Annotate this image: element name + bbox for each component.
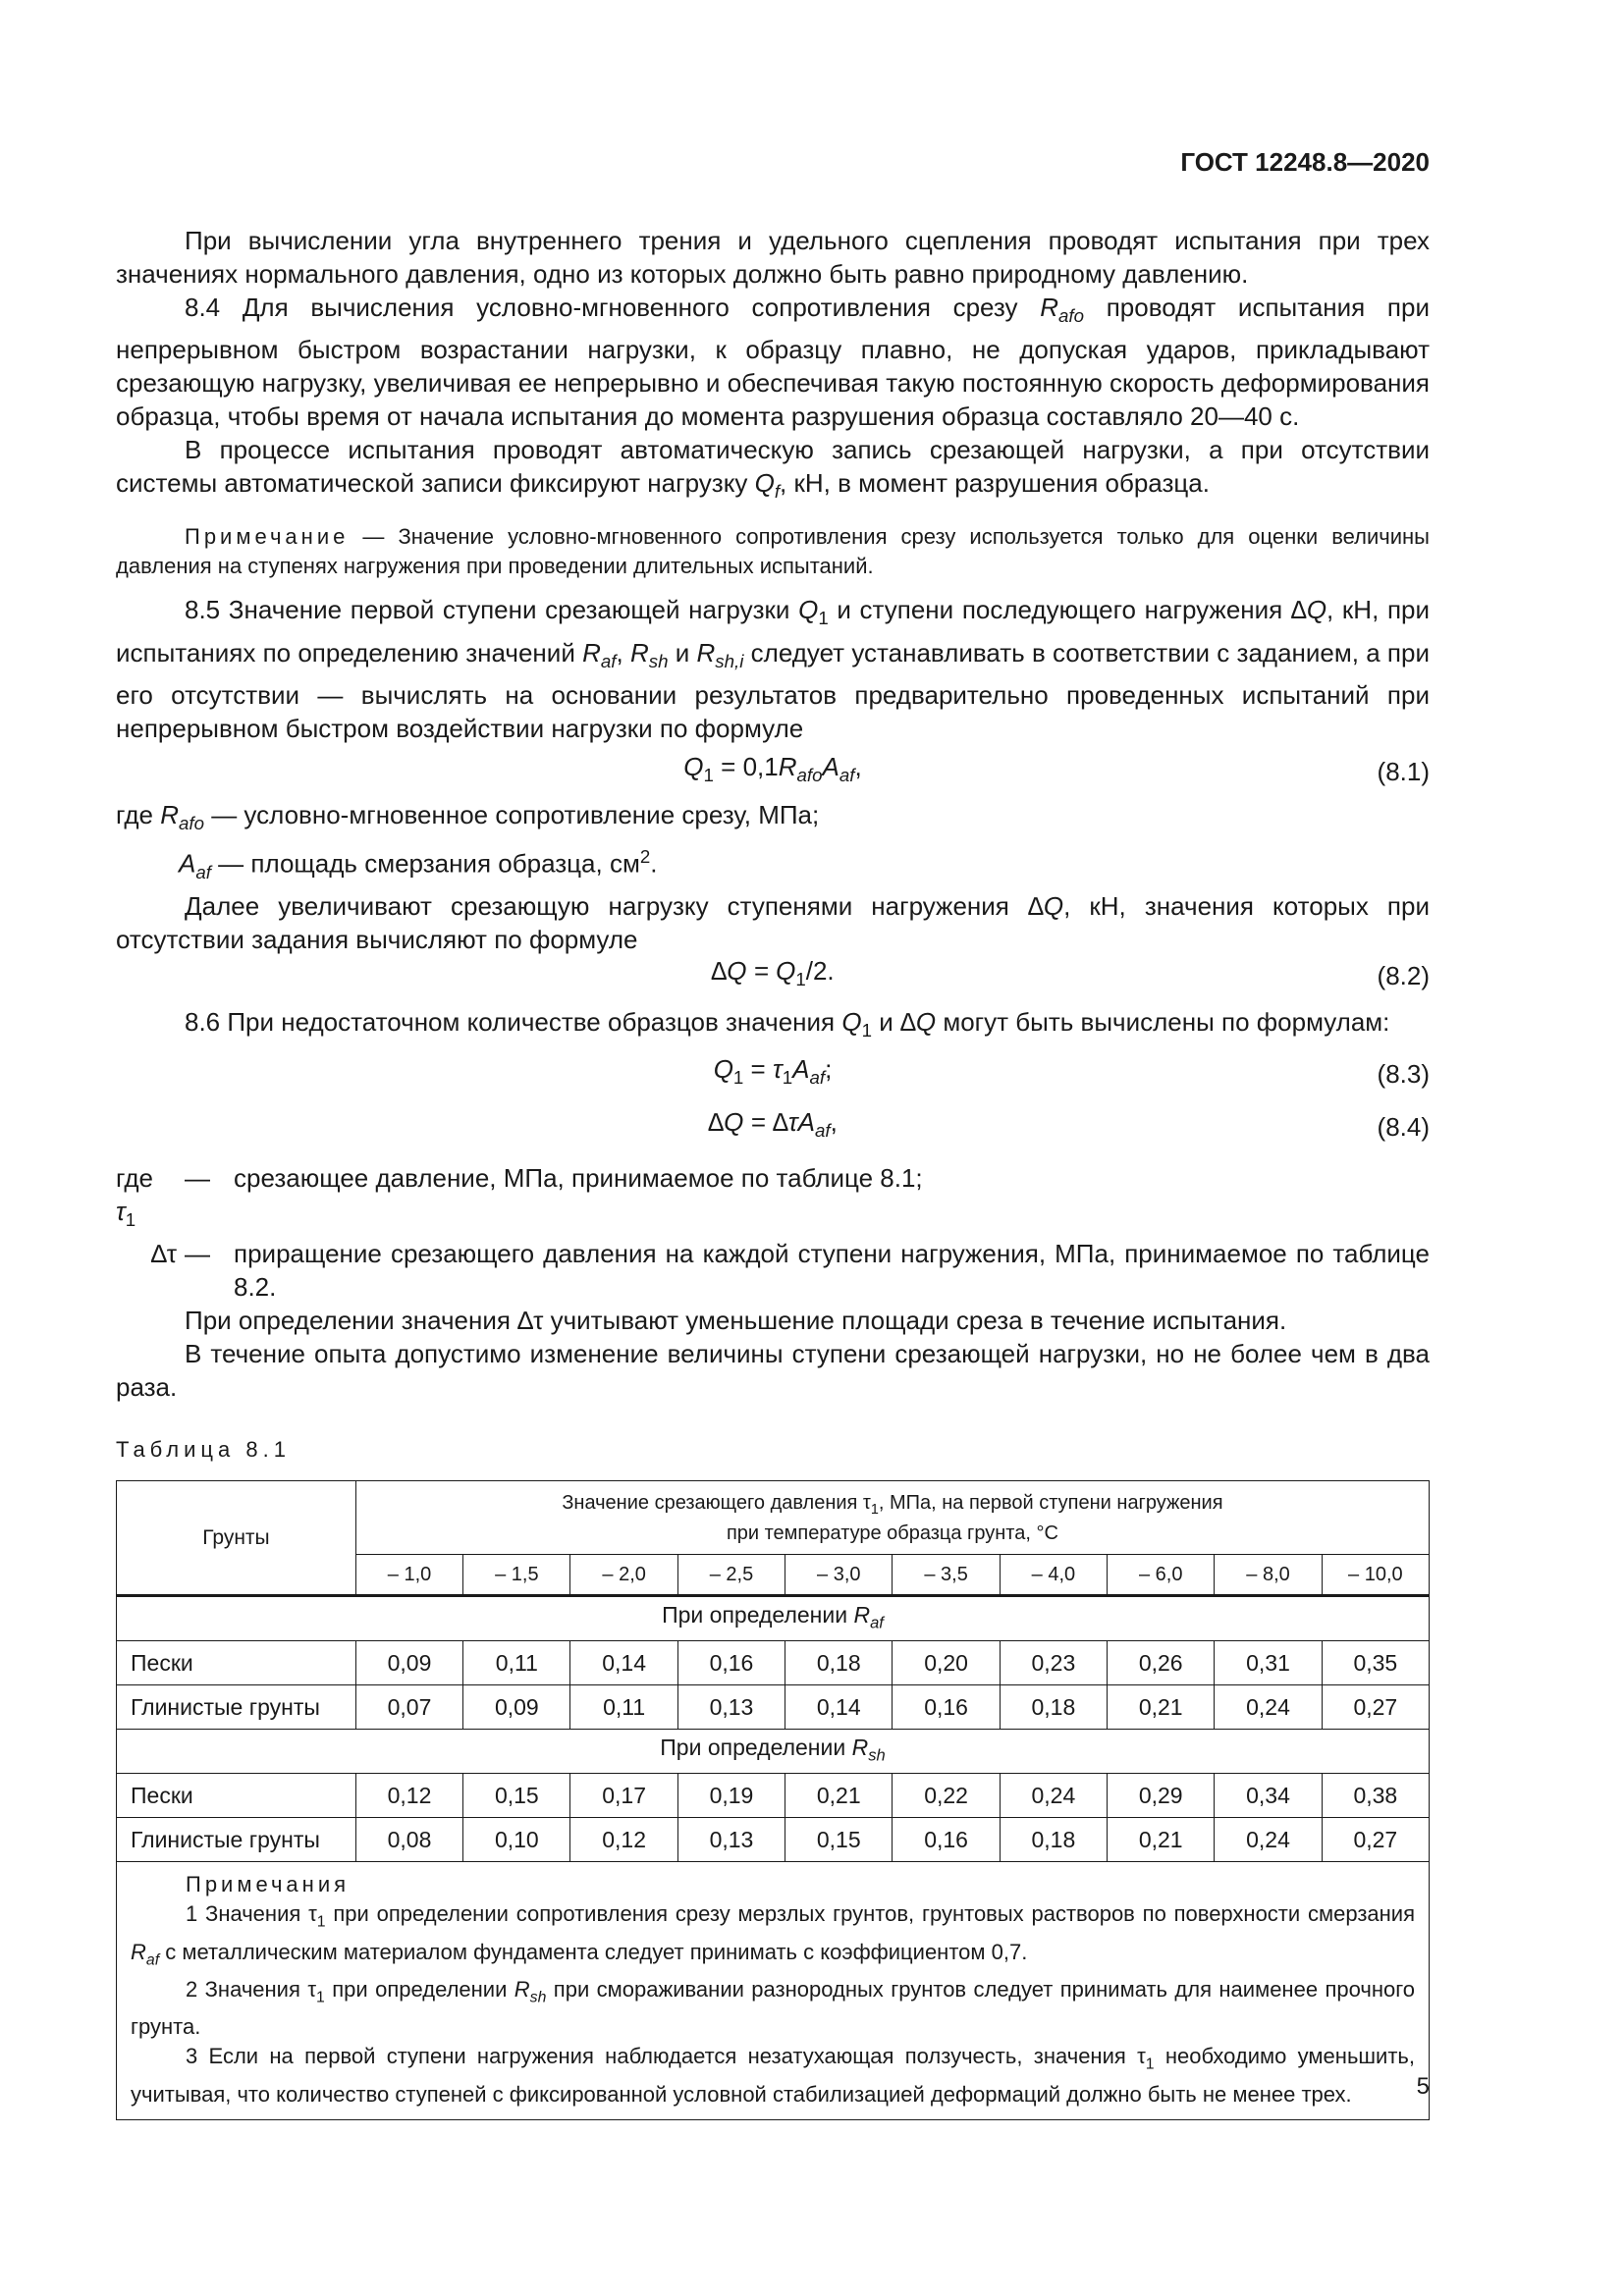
value-cell: 0,35: [1322, 1641, 1429, 1685]
table-row: [117, 1818, 1430, 1862]
formula-8-1: $Q_1 = 0,1R_{afo}A_{af}$, (8.1): [683, 752, 1430, 786]
value-cell: 0,22: [893, 1774, 1000, 1818]
value-cell: 0,18: [785, 1641, 893, 1685]
page-number: 5: [1416, 2073, 1430, 2100]
formula-number: (8.1): [1377, 756, 1430, 786]
paragraph-8-5: 8.5 Значение первой ступени срезающей нагрузки $Q_1$ и ступени последующего нагружения ∆Q, кН, при испытаниях по определению значений $R_{af}$, $R_{sh}$ и $R_{sh,i}$ следует устанавливать в соответствии с заданием, а при его отсутствии — вычислять на основании результатов предварительно проведенных испытаний при непрерывном быстром воздействии нагрузки по формуле: [116, 595, 1431, 743]
value-cell: 0,27: [1322, 1818, 1429, 1862]
formula-number: (8.2): [1377, 960, 1430, 990]
value-cell: 0,18: [1000, 1685, 1107, 1730]
value-cell: 0,10: [463, 1818, 570, 1862]
value-cell: 0,13: [677, 1818, 785, 1862]
table-8-1: [116, 1480, 1430, 2120]
value-cell: 0,15: [463, 1774, 570, 1818]
table-row: [117, 1774, 1430, 1818]
value-cell: 0,27: [1322, 1685, 1429, 1730]
formula-8-2: $\Delta Q = Q_1/2$. (8.2): [711, 956, 1430, 990]
temperature-cell: – 10,0: [1322, 1555, 1429, 1596]
value-cell: 0,21: [785, 1774, 893, 1818]
temperature-cell: – 2,0: [570, 1555, 677, 1596]
value-cell: 0,15: [785, 1818, 893, 1862]
value-cell: 0,38: [1322, 1774, 1429, 1818]
table-row: [117, 1641, 1430, 1685]
formula-number: (8.4): [1377, 1111, 1430, 1142]
rows-sh: [117, 1774, 1430, 1862]
temperature-cell: – 1,5: [463, 1555, 570, 1596]
value-cell: 0,17: [570, 1774, 677, 1818]
section-row: При определении $R_{sh}$: [117, 1730, 1430, 1774]
value-cell: 0,09: [463, 1685, 570, 1730]
standard-header: ГОСТ 12248.8—2020: [1180, 147, 1430, 177]
paragraph-8-6: 8.6 При недостаточном количестве образцов значения $Q_1$ и ∆Q могут быть вычислены по формулам:: [185, 1006, 1390, 1041]
temperature-cell: – 3,5: [893, 1555, 1000, 1596]
value-cell: 0,14: [570, 1641, 677, 1685]
value-cell: 0,19: [677, 1774, 785, 1818]
note: Примечание — Значение условно-мгновенного сопротивления срезу используется только для оценки величины давления на ступенях нагружения при проведении длительных испытаний.: [116, 524, 1430, 579]
column-header-value: Значение срезающего давления $\tau_1$, МПа, на первой ступени нагружения при температуре образца грунта, °С: [355, 1481, 1429, 1555]
value-cell: 0,11: [463, 1641, 570, 1685]
temperature-cell: – 8,0: [1215, 1555, 1322, 1596]
temperature-cell: – 3,0: [785, 1555, 893, 1596]
soil-name-cell: Глинистые грунты: [117, 1685, 356, 1730]
value-cell: 0,13: [677, 1685, 785, 1730]
formula-8-4: $\Delta Q = \Delta\tau A_{af}$, (8.4): [708, 1107, 1430, 1142]
paragraph: В процессе испытания проводят автоматическую запись срезающей нагрузки, а при отсутствии системы автоматической записи фиксируют нагрузку $Q_f$, кН, в момент разрушения образца.: [116, 435, 1430, 503]
paragraph-8-4: 8.4 Для вычисления условно-мгновенного сопротивления срезу $R_{afo}$ проводят испытания при непрерывном быстром возрастании нагрузки, к образцу плавно, не допуская ударов, прикладывают срезающую нагрузку, увеличивая ее непрерывно и обеспечивая такую постоянную скорость деформирования образца, чтобы время от начала испытания до момента разрушения образца составляло 20—40 с.: [116, 293, 1430, 432]
value-cell: 0,12: [355, 1774, 462, 1818]
temperature-cell: – 1,0: [355, 1555, 462, 1596]
value-cell: 0,21: [1108, 1818, 1215, 1862]
value-cell: 0,07: [355, 1685, 462, 1730]
value-cell: 0,09: [355, 1641, 462, 1685]
value-cell: 0,16: [893, 1685, 1000, 1730]
value-cell: 0,24: [1215, 1818, 1322, 1862]
value-cell: 0,23: [1000, 1641, 1107, 1685]
value-cell: 0,21: [1108, 1685, 1215, 1730]
where-list: где $\tau_1$ — срезающее давление, МПа, принимаемое по таблице 8.1; ∆τ — приращение срезающего давления на каждой ступени нагружения, МПа, принимаемое по таблице 8.2.: [116, 1162, 1430, 1303]
formula-8-3: $Q_1 = \tau_1A_{af}$; (8.3): [713, 1054, 1430, 1089]
paragraph: В течение опыта допустимо изменение величины ступени срезающей нагрузки, но не более чем в два раза.: [116, 1339, 1430, 1403]
table-caption: Таблица 8.1: [116, 1437, 291, 1463]
value-cell: 0,12: [570, 1818, 677, 1862]
paragraph: При вычислении угла внутреннего трения и удельного сцепления проводят испытания при трех значениях нормального давления, одно из которых должно быть равно природному давлению.: [116, 226, 1430, 289]
value-cell: 0,16: [893, 1818, 1000, 1862]
table-notes: Примечания 1 Значения $\tau_1$ при определении сопротивления срезу мерзлых грунтов, грунтовых растворов по поверхности смерзания $R_{af}$ с металлическим материалом фундамента следует принимать с коэффициентом 0,7. 2 Значения $\tau_1$ при определении $R_{sh}$ при смораживании разнородных грунтов следует принимать для наименее прочного грунта. 3 Если на первой ступени нагружения наблюдается незатухающая ползучесть, значения $\tau_1$ необходимо уменьшить, учитывая, что количество ступеней с фиксированной условной стабилизацией деформаций должно быть не менее трех.: [117, 1862, 1430, 2120]
body-text: [116, 224, 1430, 2120]
formula-number: (8.3): [1377, 1058, 1430, 1089]
paragraph: Далее увеличивают срезающую нагрузку ступенями нагружения ∆Q, кН, значения которых при отсутствии задания вычисляют по формуле: [116, 890, 1430, 954]
temperature-cell: – 2,5: [677, 1555, 785, 1596]
value-cell: 0,14: [785, 1685, 893, 1730]
value-cell: 0,29: [1108, 1774, 1215, 1818]
value-cell: 0,26: [1108, 1641, 1215, 1685]
value-cell: 0,31: [1215, 1641, 1322, 1685]
value-cell: 0,24: [1000, 1774, 1107, 1818]
value-cell: 0,20: [893, 1641, 1000, 1685]
section-row: При определении $R_{af}$: [117, 1596, 1430, 1641]
soil-name-cell: Пески: [117, 1641, 356, 1685]
value-cell: 0,34: [1215, 1774, 1322, 1818]
value-cell: 0,11: [570, 1685, 677, 1730]
temperature-cell: – 4,0: [1000, 1555, 1107, 1596]
where-list: где $R_{afo}$ — условно-мгновенное сопротивление срезу, МПа; $A_{af}$ — площадь смерзания образца, $см^2$.: [116, 799, 820, 882]
table-header-row: [117, 1481, 1430, 1555]
rows-af: [117, 1641, 1430, 1730]
value-cell: 0,08: [355, 1818, 462, 1862]
soil-name-cell: Пески: [117, 1774, 356, 1818]
paragraph: При определении значения ∆τ учитывают уменьшение площади среза в течение испытания.: [185, 1306, 1287, 1336]
soil-name-cell: Глинистые грунты: [117, 1818, 356, 1862]
table-row: [117, 1685, 1430, 1730]
column-header-soil: Грунты: [117, 1481, 356, 1596]
value-cell: 0,24: [1215, 1685, 1322, 1730]
value-cell: 0,18: [1000, 1818, 1107, 1862]
value-cell: 0,16: [677, 1641, 785, 1685]
temperature-cell: – 6,0: [1108, 1555, 1215, 1596]
